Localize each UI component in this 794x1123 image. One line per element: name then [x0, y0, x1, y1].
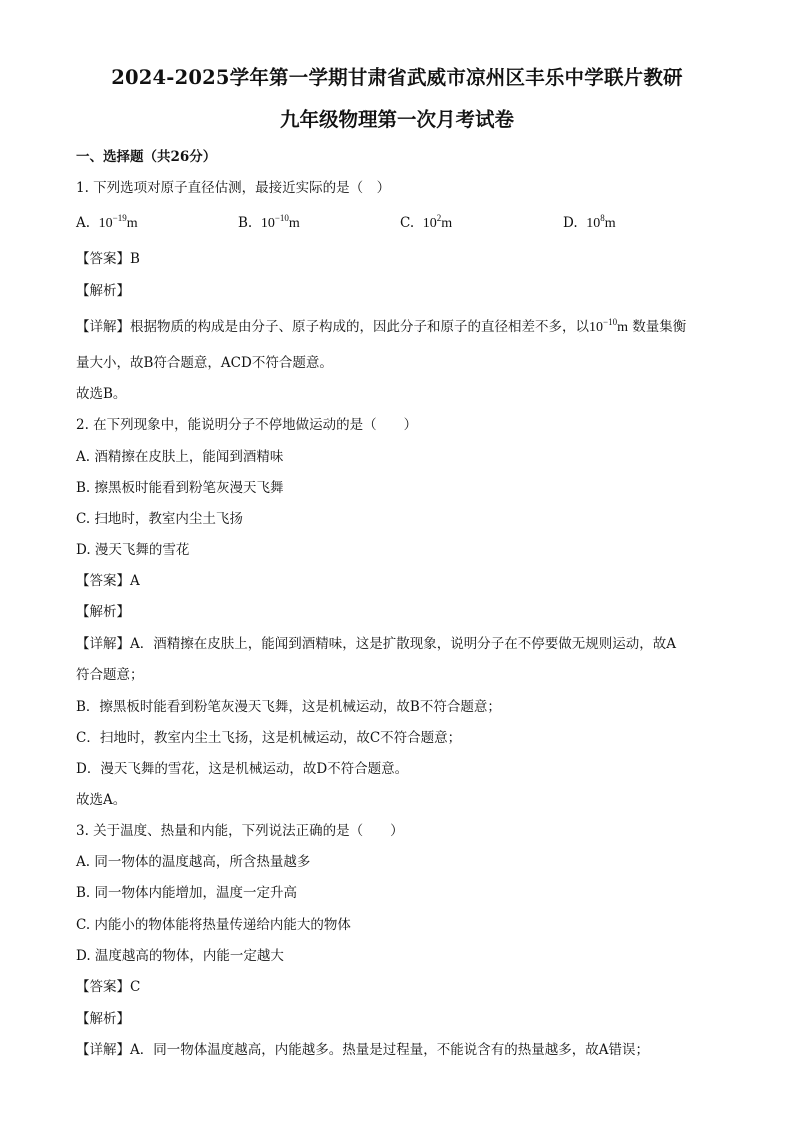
q2-analysis-label: 【解析】: [76, 604, 130, 620]
q3-option-a: A. 同一物体的温度越高，所含热量越多: [76, 854, 311, 870]
q2-option-c: C. 扫地时，教室内尘土飞扬: [76, 511, 243, 527]
q2-stem: 2. 在下列现象中，能说明分子不停地做运动的是（ ）: [76, 417, 418, 433]
q2-detail-line4: C．扫地时，教室内尘土飞扬，这是机械运动，故C不符合题意；: [76, 730, 462, 746]
q3-stem: 3. 关于温度、热量和内能，下列说法正确的是（ ）: [76, 823, 404, 839]
q1-detail-line1: 【详解】根据物质的构成是由分子、原子构成的，因此分子和原子的直径相差不多，以$10^{-10}m$ 数量集衡: [76, 317, 687, 335]
q3-option-d: D. 温度越高的物体，内能一定越大: [76, 948, 284, 964]
q3-answer: 【答案】C: [76, 979, 141, 995]
q1-answer: 【答案】B: [76, 251, 140, 267]
exam-title-line1: 2024-2025学年第一学期甘肃省武威市凉州区丰乐中学联片教研: [111, 66, 683, 89]
q2-option-a: A. 酒精擦在皮肤上，能闻到酒精味: [76, 449, 284, 465]
q1-conclusion: 故选B。: [76, 386, 127, 402]
q1-detail-line2: 量大小，故B符合题意，ACD不符合题意。: [76, 355, 333, 371]
q1-option-b: B. $10^{-10}m$: [238, 213, 300, 231]
q3-option-b: B. 同一物体内能增加，温度一定升高: [76, 885, 298, 901]
q1-analysis-label: 【解析】: [76, 283, 130, 299]
q2-answer: 【答案】A: [76, 573, 140, 589]
q3-option-c: C. 内能小的物体能将热量传递给内能大的物体: [76, 917, 351, 933]
q2-detail-line3: B．擦黑板时能看到粉笔灰漫天飞舞，这是机械运动，故B不符合题意；: [76, 699, 501, 715]
q3-analysis-label: 【解析】: [76, 1011, 130, 1027]
q2-detail-line2: 符合题意；: [76, 667, 144, 683]
q2-detail-line1: 【详解】A．酒精擦在皮肤上，能闻到酒精味，这是扩散现象，说明分子在不停要做无规则运动，故A: [76, 636, 676, 652]
q2-option-b: B. 擦黑板时能看到粉笔灰漫天飞舞: [76, 480, 284, 496]
exam-title-line2: 九年级物理第一次月考试卷: [279, 108, 514, 131]
q1-option-c: C. $10^2m$: [400, 213, 453, 231]
q1-option-a: A. $10^{-19}m$: [76, 213, 138, 231]
section-heading: 一、选择题（共26分）: [76, 149, 217, 165]
q2-detail-line5: D．漫天飞舞的雪花，这是机械运动，故D不符合题意。: [76, 761, 409, 777]
q2-option-d: D. 漫天飞舞的雪花: [76, 542, 190, 558]
q3-detail-line1: 【详解】A．同一物体温度越高，内能越多。热量是过程量，不能说含有的热量越多，故A错误；: [76, 1042, 649, 1058]
q1-option-d: D. $10^8m$: [563, 213, 616, 231]
q1-stem: 1. 下列选项对原子直径估测，最接近实际的是（ ）: [76, 180, 391, 196]
q2-conclusion: 故选A。: [76, 792, 127, 808]
